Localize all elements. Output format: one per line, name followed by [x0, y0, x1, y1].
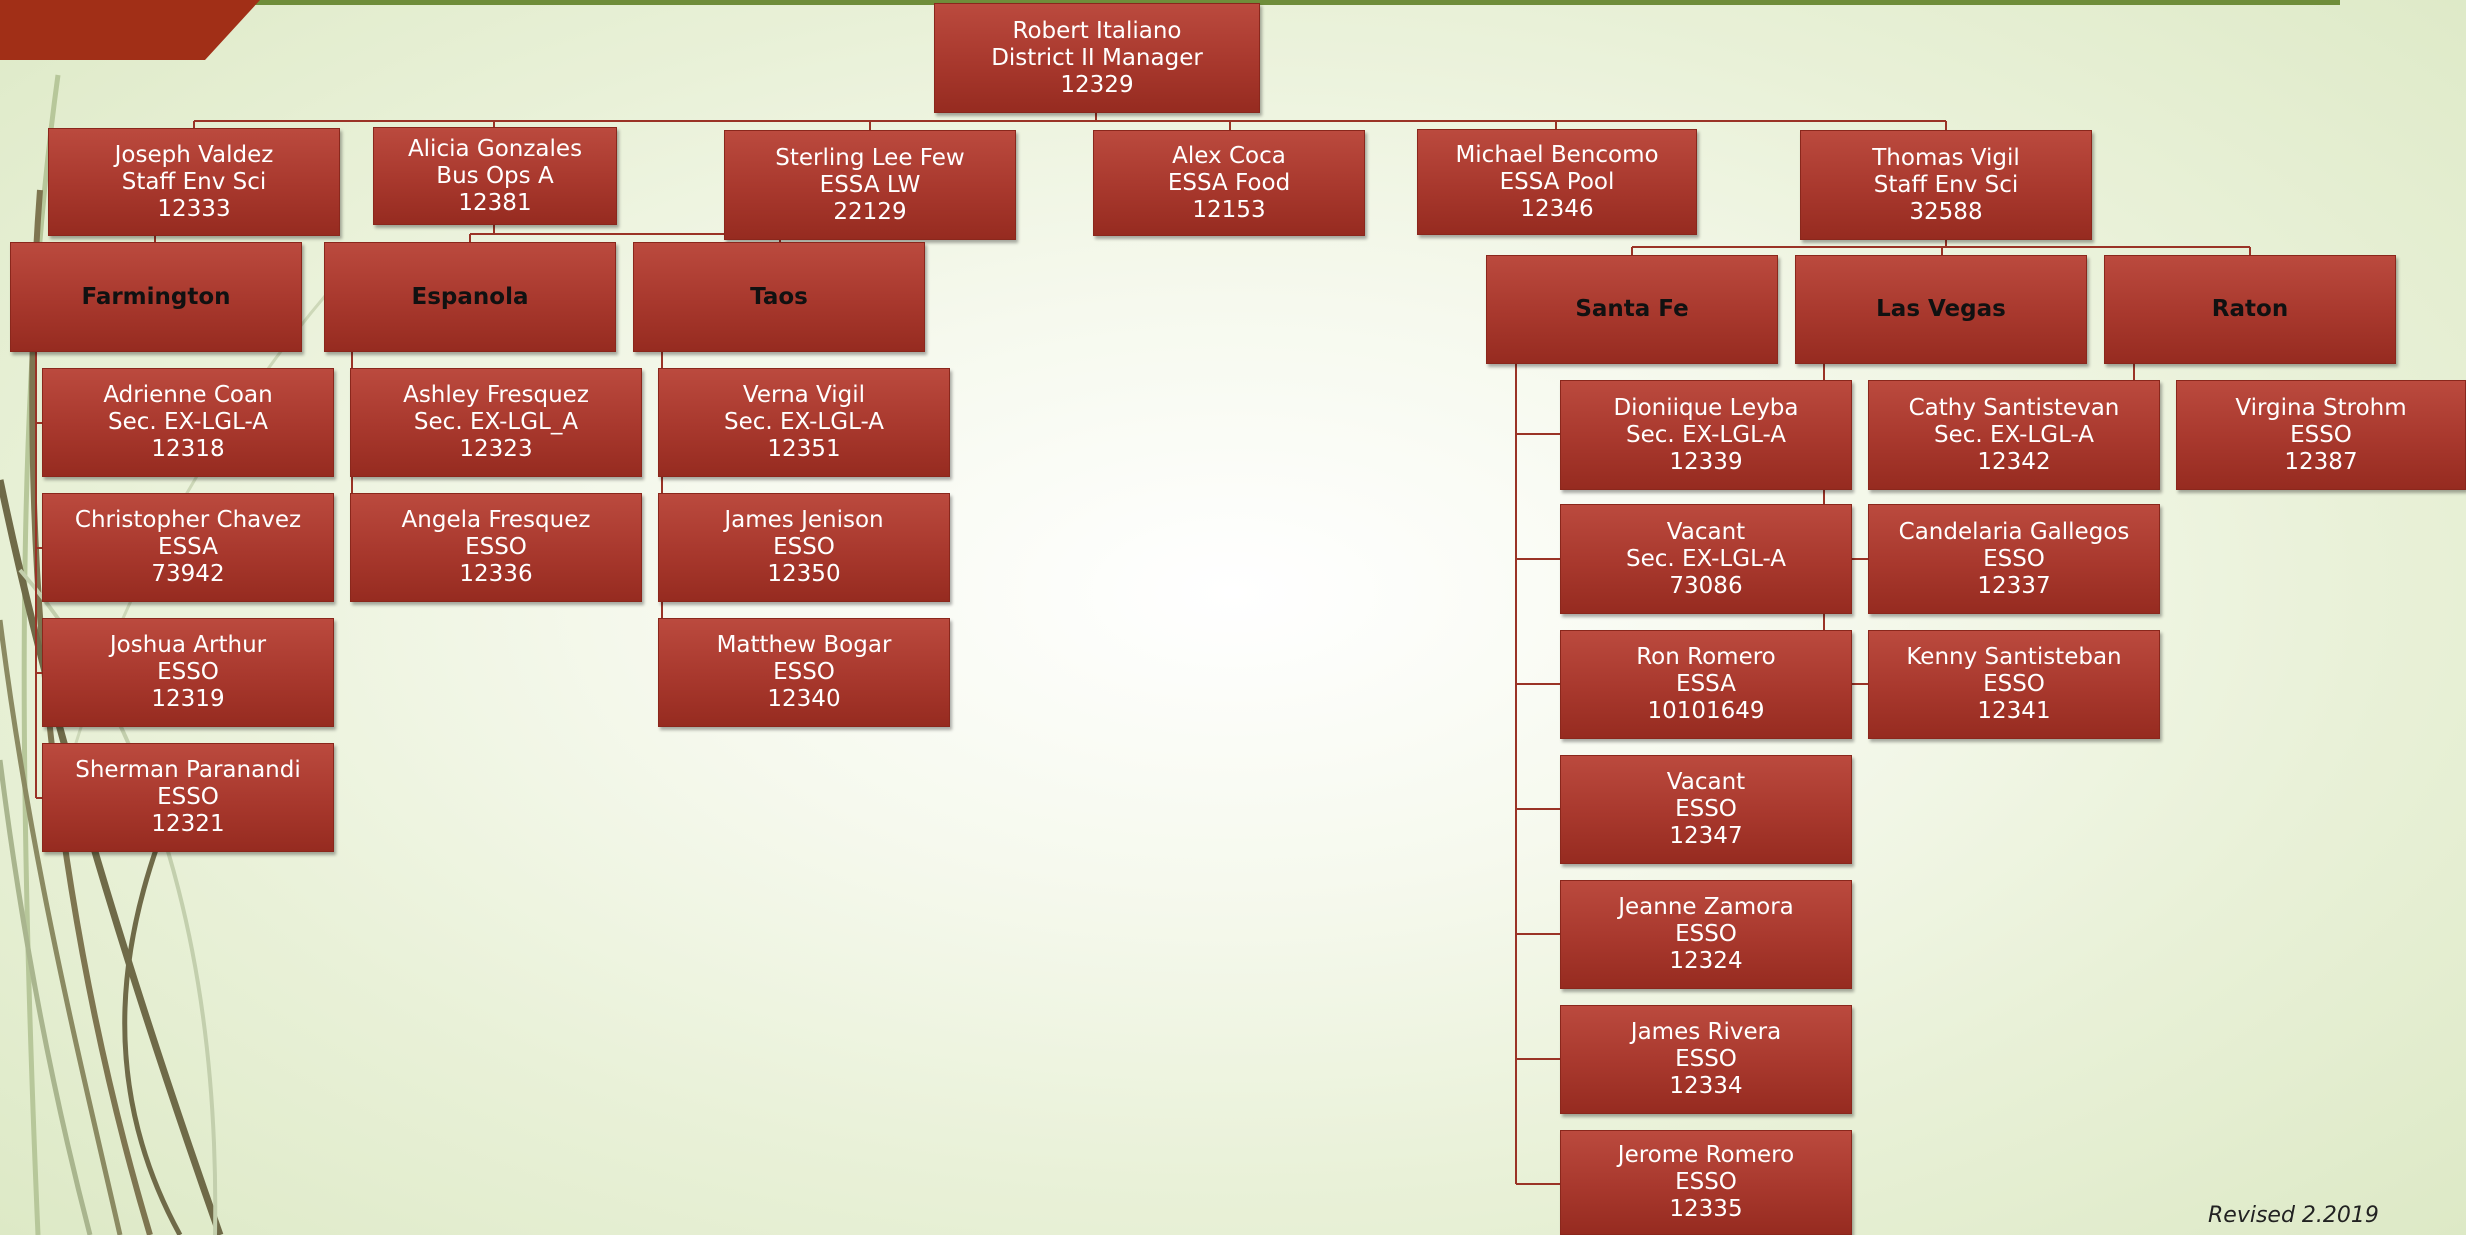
- person-title: ESSO: [1675, 1046, 1737, 1072]
- person-number: 12319: [151, 686, 225, 712]
- staff-box[interactable]: [373, 127, 617, 225]
- manager-box[interactable]: [934, 3, 1260, 113]
- person-number: 12341: [1977, 698, 2051, 724]
- person-number: 32588: [1909, 198, 1983, 225]
- person-box[interactable]: [1560, 1130, 1852, 1235]
- office-header-raton[interactable]: [2104, 255, 2396, 364]
- person-title: ESSO: [773, 659, 835, 685]
- person-title: ESSO: [1675, 921, 1737, 947]
- person-box[interactable]: [42, 493, 334, 602]
- staff-box[interactable]: [48, 128, 340, 236]
- person-number: 12333: [157, 195, 231, 222]
- person-box[interactable]: [1868, 630, 2160, 739]
- person-title: ESSO: [157, 784, 219, 810]
- staff-box[interactable]: [1800, 130, 2092, 240]
- person-name: James Jenison: [724, 507, 884, 533]
- person-number: 12337: [1977, 572, 2051, 599]
- person-name: Dioniique Leyba: [1613, 394, 1799, 421]
- person-box[interactable]: [1868, 380, 2160, 490]
- person-number: 12324: [1669, 948, 1743, 974]
- office-name: Raton: [2211, 296, 2289, 322]
- person-name: Ashley Fresquez: [403, 382, 589, 408]
- person-box[interactable]: [350, 368, 642, 477]
- person-name: Jerome Romero: [1617, 1142, 1795, 1168]
- person-number: 12329: [1060, 71, 1134, 98]
- person-title: ESSA Pool: [1499, 168, 1615, 195]
- person-name: Sterling Lee Few: [775, 144, 965, 171]
- person-box[interactable]: [1560, 880, 1852, 989]
- office-name: Santa Fe: [1575, 296, 1689, 322]
- person-name: Alicia Gonzales: [407, 135, 583, 162]
- person-name: Kenny Santisteban: [1906, 644, 2122, 670]
- person-name: Virgina Strohm: [2235, 394, 2407, 421]
- person-number: 12153: [1192, 196, 1266, 223]
- person-name: Vacant: [1666, 518, 1746, 545]
- person-number: 12335: [1669, 1196, 1743, 1222]
- person-title: ESSA: [158, 534, 218, 560]
- person-number: 12334: [1669, 1073, 1743, 1099]
- person-number: 12387: [2284, 448, 2358, 475]
- person-title: ESSO: [157, 659, 219, 685]
- person-box[interactable]: [42, 618, 334, 727]
- person-title: ESSO: [1983, 545, 2045, 572]
- person-number: 12346: [1520, 195, 1594, 222]
- office-header-taos[interactable]: [633, 242, 925, 352]
- staff-box[interactable]: [724, 130, 1016, 240]
- person-title: ESSO: [773, 534, 835, 560]
- person-box[interactable]: [658, 618, 950, 727]
- office-header-espanola[interactable]: [324, 242, 616, 352]
- person-number: 10101649: [1647, 698, 1765, 724]
- person-title: ESSA LW: [819, 171, 921, 198]
- person-name: Joshua Arthur: [109, 632, 267, 658]
- person-title: Sec. EX-LGL-A: [1625, 421, 1787, 448]
- person-name: Christopher Chavez: [74, 507, 302, 533]
- person-number: 22129: [833, 198, 907, 225]
- person-number: 12340: [767, 686, 841, 712]
- staff-box[interactable]: [1417, 129, 1697, 235]
- person-title: Sec. EX-LGL-A: [1625, 545, 1787, 572]
- person-name: Joseph Valdez: [114, 141, 274, 168]
- person-title: ESSA Food: [1167, 169, 1291, 196]
- person-title: District II Manager: [991, 44, 1203, 71]
- office-name: Taos: [750, 283, 808, 310]
- staff-box[interactable]: [1093, 130, 1365, 236]
- person-box[interactable]: [42, 743, 334, 852]
- person-box[interactable]: [42, 368, 334, 477]
- person-number: 12336: [459, 561, 533, 587]
- person-name: Sherman Paranandi: [75, 757, 301, 783]
- office-name: Las Vegas: [1876, 296, 2006, 322]
- person-number: 12339: [1669, 448, 1743, 475]
- office-name: Farmington: [81, 283, 231, 310]
- person-title: ESSO: [465, 534, 527, 560]
- person-name: Jeanne Zamora: [1618, 894, 1794, 920]
- person-title: Staff Env Sci: [1873, 171, 2019, 198]
- person-name: Adrienne Coan: [103, 382, 273, 408]
- person-name: Verna Vigil: [742, 382, 866, 408]
- office-header-farmington[interactable]: [10, 242, 302, 352]
- office-header-las-vegas[interactable]: [1795, 255, 2087, 364]
- person-name: Cathy Santistevan: [1908, 394, 2120, 421]
- person-name: Candelaria Gallegos: [1898, 518, 2130, 545]
- person-box[interactable]: [1560, 1005, 1852, 1114]
- person-box[interactable]: [1560, 630, 1852, 739]
- person-number: 12323: [459, 436, 533, 462]
- person-title: Sec. EX-LGL-A: [1933, 421, 2095, 448]
- person-number: 12318: [151, 436, 225, 462]
- person-box[interactable]: [350, 493, 642, 602]
- person-title: Sec. EX-LGL_A: [413, 409, 579, 435]
- person-title: ESSO: [2290, 421, 2352, 448]
- person-name: James Rivera: [1630, 1019, 1782, 1045]
- person-box[interactable]: [1560, 380, 1852, 490]
- person-title: ESSO: [1983, 671, 2045, 697]
- person-box[interactable]: [658, 368, 950, 477]
- revised-date: Revised 2.2019: [2208, 1203, 2379, 1228]
- person-box[interactable]: [1560, 755, 1852, 864]
- person-box[interactable]: [1560, 504, 1852, 614]
- office-name: Espanola: [411, 283, 529, 310]
- person-title: Bus Ops A: [436, 162, 554, 189]
- person-name: Angela Fresquez: [401, 507, 591, 533]
- person-name: Vacant: [1666, 769, 1746, 795]
- person-title: Sec. EX-LGL-A: [723, 409, 885, 435]
- person-title: ESSO: [1675, 796, 1737, 822]
- person-number: 73086: [1669, 572, 1743, 599]
- person-number: 12347: [1669, 823, 1743, 849]
- person-number: 12342: [1977, 448, 2051, 475]
- person-name: Alex Coca: [1172, 142, 1286, 169]
- person-number: 12351: [767, 436, 841, 462]
- person-number: 12381: [458, 189, 532, 216]
- person-name: Robert Italiano: [1012, 17, 1182, 44]
- person-box[interactable]: [1868, 504, 2160, 614]
- person-name: Matthew Bogar: [716, 632, 892, 658]
- person-number: 12321: [151, 811, 225, 837]
- office-header-santa-fe[interactable]: [1486, 255, 1778, 364]
- person-title: ESSO: [1675, 1169, 1737, 1195]
- person-box[interactable]: [658, 493, 950, 602]
- person-name: Ron Romero: [1636, 644, 1776, 670]
- person-name: Thomas Vigil: [1872, 144, 2020, 171]
- person-title: ESSA: [1676, 671, 1736, 697]
- person-number: 73942: [151, 561, 225, 587]
- person-title: Staff Env Sci: [121, 168, 267, 195]
- person-title: Sec. EX-LGL-A: [107, 409, 269, 435]
- person-name: Michael Bencomo: [1455, 141, 1659, 168]
- person-box[interactable]: [2176, 380, 2466, 490]
- person-number: 12350: [767, 561, 841, 587]
